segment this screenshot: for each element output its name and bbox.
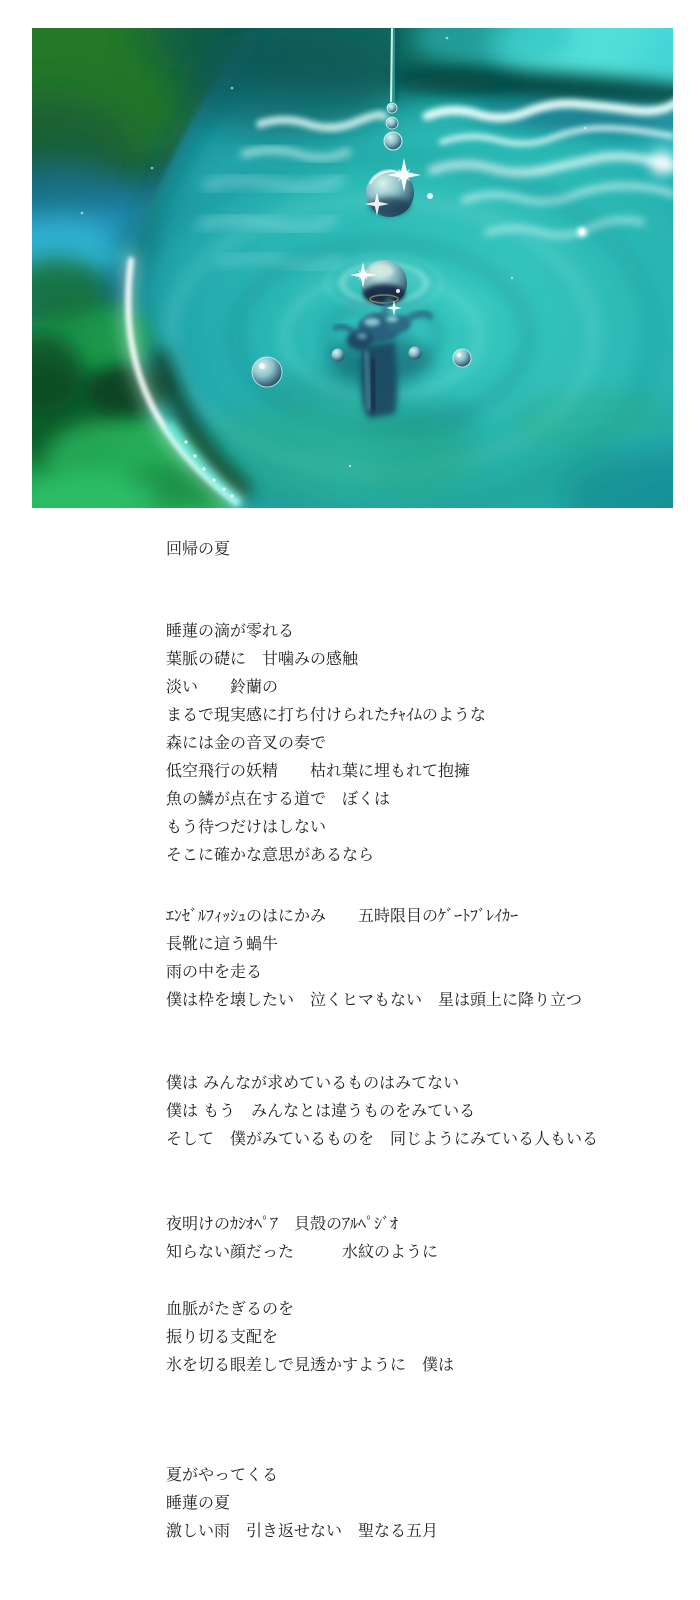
lyric-line: 夏がやってくる bbox=[166, 1465, 279, 1484]
stanza-3 bbox=[166, 1069, 598, 1153]
lyrics-title: 回帰の夏 bbox=[166, 539, 231, 558]
lyric-line: 氷を切る眼差しで見透かすように 僕は bbox=[166, 1355, 455, 1374]
lyrics-title-block bbox=[166, 535, 230, 563]
lyric-line: 葉脈の礎に 甘噛みの感触 bbox=[166, 649, 359, 668]
lyric-line: 僕は もう みんなとは違うものをみている bbox=[166, 1101, 476, 1120]
lyric-line: 魚の鱗が点在する道で ぼくは bbox=[166, 789, 391, 808]
lyric-line: 睡蓮の夏 bbox=[166, 1493, 231, 1512]
water-drop-illustration bbox=[32, 28, 673, 508]
lyric-line: 僕は みんなが求めているものはみてない bbox=[166, 1073, 460, 1092]
sparkle-droplet-lower bbox=[326, 256, 442, 310]
lyric-line: そして 僕がみているものを 同じようにみている人もいる bbox=[166, 1129, 599, 1148]
lyric-line: 夜明けのｶｼｵﾍﾟｱ 貝殻のｱﾙﾍﾟｼﾞｵ bbox=[166, 1214, 399, 1233]
lyric-line: ｴﾝｾﾞﾙﾌｨｯｼｭのはにかみ 五時限目のｹﾞｰﾄﾌﾞﾚｲｶｰ bbox=[166, 906, 519, 925]
lyric-line: 振り切る支配を bbox=[166, 1327, 279, 1346]
lyric-line: 激しい雨 引き返せない 聖なる五月 bbox=[166, 1521, 439, 1540]
lyric-line: 血脈がたぎるのを bbox=[166, 1299, 295, 1318]
lyric-line: 森には金の音叉の奏で bbox=[166, 733, 327, 752]
lyric-line: 長靴に這う蝸牛 bbox=[166, 934, 279, 953]
lyric-line: 淡い 鈴蘭の bbox=[166, 677, 279, 696]
water-drop-photo bbox=[32, 28, 673, 508]
stanza-6 bbox=[166, 1461, 438, 1545]
stanza-1 bbox=[166, 617, 486, 869]
lyric-line: 雨の中を走る bbox=[166, 962, 263, 981]
lyric-line: 僕は枠を壊したい 泣くヒマもない 星は頭上に降り立つ bbox=[166, 990, 583, 1009]
stanza-2 bbox=[166, 902, 582, 1014]
stanza-5 bbox=[166, 1295, 454, 1379]
lyric-line: 睡蓮の滴が零れる bbox=[166, 621, 295, 640]
lyric-line: もう待つだけはしない bbox=[166, 817, 327, 836]
lyric-line: 知らない顔だった 水紋のように bbox=[166, 1242, 439, 1261]
lyric-line: 低空飛行の妖精 枯れ葉に埋もれて抱擁 bbox=[166, 761, 471, 780]
lyric-line: そこに確かな意思があるなら bbox=[166, 845, 375, 864]
stanza-4 bbox=[166, 1210, 438, 1266]
lyric-line: まるで現実感に打ち付けられたﾁｬｲﾑのような bbox=[166, 705, 486, 724]
